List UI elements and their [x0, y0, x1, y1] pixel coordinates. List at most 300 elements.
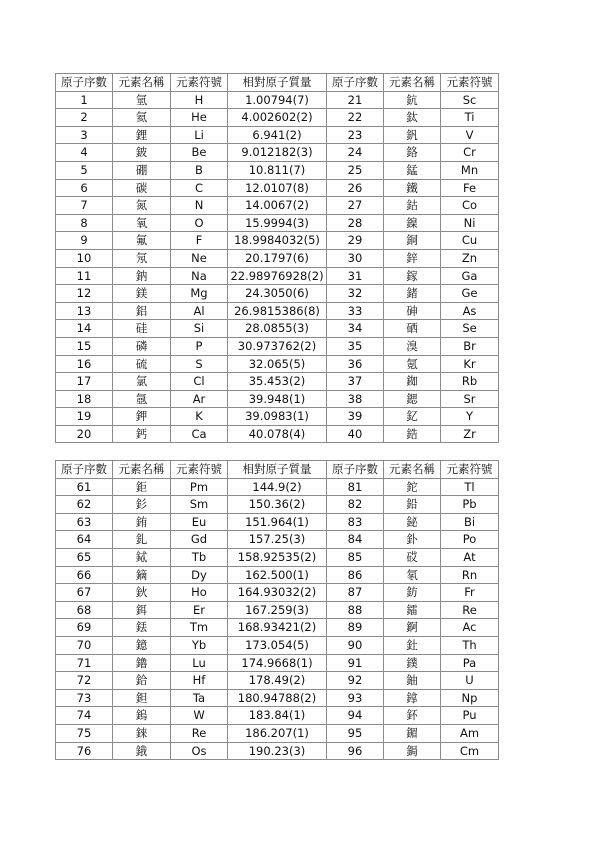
element-symbol-cell: Tm: [171, 619, 228, 637]
element-name-cell: 鈁: [384, 584, 441, 602]
element-name-cell: 鋨: [113, 742, 171, 760]
atomic-number-cell: 32: [327, 285, 384, 303]
element-symbol-cell: Pm: [171, 478, 228, 496]
atomic-number-cell: 18: [56, 390, 113, 408]
element-name-cell: 鐳: [384, 601, 441, 619]
element-symbol-cell: H: [171, 91, 228, 109]
column-header: 相對原子質量: [228, 461, 327, 479]
element-name-cell: 釷: [384, 637, 441, 655]
element-name-cell: 釤: [113, 496, 171, 514]
atomic-mass-cell: 28.0855(3): [228, 320, 327, 338]
atomic-number-cell: 85: [327, 549, 384, 567]
element-symbol-cell: C: [171, 179, 228, 197]
element-symbol-cell: K: [171, 408, 228, 426]
column-header: 原子序數: [56, 461, 113, 479]
atomic-number-cell: 74: [56, 707, 113, 725]
table-row: [56, 320, 499, 338]
atomic-number-cell: 31: [327, 267, 384, 285]
atomic-number-cell: 7: [56, 197, 113, 215]
column-header: 元素名稱: [384, 461, 441, 479]
element-symbol-cell: Th: [441, 637, 499, 655]
element-symbol-cell: Er: [171, 601, 228, 619]
table-row: [56, 390, 499, 408]
atomic-number-cell: 39: [327, 408, 384, 426]
element-name-cell: 鎿: [384, 689, 441, 707]
table-row: [56, 654, 499, 672]
atomic-number-cell: 34: [327, 320, 384, 338]
atomic-number-cell: 76: [56, 742, 113, 760]
element-symbol-cell: Li: [171, 126, 228, 144]
table-row: [56, 126, 499, 144]
atomic-number-cell: 65: [56, 549, 113, 567]
atomic-number-cell: 72: [56, 672, 113, 690]
element-symbol-cell: Ne: [171, 249, 228, 267]
column-header: 元素名稱: [113, 461, 171, 479]
atomic-number-cell: 10: [56, 249, 113, 267]
table-row: [56, 584, 499, 602]
atomic-number-cell: 88: [327, 601, 384, 619]
table-row: [56, 478, 499, 496]
atomic-mass-cell: 162.500(1): [228, 566, 327, 584]
atomic-mass-cell: 173.054(5): [228, 637, 327, 655]
element-name-cell: 硅: [113, 320, 171, 338]
atomic-number-cell: 6: [56, 179, 113, 197]
element-name-cell: 釙: [384, 531, 441, 549]
element-name-cell: 鎵: [384, 267, 441, 285]
table-row: [56, 267, 499, 285]
atomic-number-cell: 9: [56, 232, 113, 250]
element-name-cell: 鉺: [113, 601, 171, 619]
table-row: [56, 232, 499, 250]
element-symbol-cell: Na: [171, 267, 228, 285]
element-symbol-cell: Ac: [441, 619, 499, 637]
element-name-cell: 氖: [113, 249, 171, 267]
atomic-number-cell: 35: [327, 337, 384, 355]
table-row: [56, 161, 499, 179]
element-symbol-cell: Bi: [441, 513, 499, 531]
column-header: 元素符號: [171, 74, 228, 92]
table-row: [56, 496, 499, 514]
table-header-row: [56, 461, 499, 479]
element-symbol-cell: Kr: [441, 355, 499, 373]
table-row: [56, 373, 499, 391]
element-name-cell: 鋰: [113, 126, 171, 144]
element-symbol-cell: Fe: [441, 179, 499, 197]
element-symbol-cell: Cr: [441, 144, 499, 162]
table-row: [56, 672, 499, 690]
element-symbol-cell: Re: [441, 601, 499, 619]
atomic-number-cell: 30: [327, 249, 384, 267]
column-header: 原子序數: [327, 461, 384, 479]
element-symbol-cell: Ca: [171, 425, 228, 443]
table-row: [56, 214, 499, 232]
element-symbol-cell: As: [441, 302, 499, 320]
element-symbol-cell: B: [171, 161, 228, 179]
atomic-number-cell: 67: [56, 584, 113, 602]
element-symbol-cell: Y: [441, 408, 499, 426]
atomic-mass-cell: 18.9984032(5): [228, 232, 327, 250]
atomic-number-cell: 62: [56, 496, 113, 514]
element-name-cell: 鏷: [384, 654, 441, 672]
atomic-mass-cell: 174.9668(1): [228, 654, 327, 672]
atomic-number-cell: 15: [56, 337, 113, 355]
table-row: [56, 179, 499, 197]
atomic-number-cell: 63: [56, 513, 113, 531]
atomic-mass-cell: 144.9(2): [228, 478, 327, 496]
element-name-cell: 鉿: [113, 672, 171, 690]
atomic-number-cell: 22: [327, 109, 384, 127]
atomic-number-cell: 17: [56, 373, 113, 391]
atomic-mass-cell: 150.36(2): [228, 496, 327, 514]
element-symbol-cell: Yb: [171, 637, 228, 655]
atomic-number-cell: 20: [56, 425, 113, 443]
element-symbol-cell: F: [171, 232, 228, 250]
element-name-cell: 氫: [113, 91, 171, 109]
atomic-number-cell: 91: [327, 654, 384, 672]
element-symbol-cell: Ge: [441, 285, 499, 303]
atomic-mass-cell: 1.00794(7): [228, 91, 327, 109]
atomic-number-cell: 19: [56, 408, 113, 426]
element-symbol-cell: Zn: [441, 249, 499, 267]
atomic-number-cell: 70: [56, 637, 113, 655]
element-symbol-cell: Rb: [441, 373, 499, 391]
atomic-mass-cell: 26.9815386(8): [228, 302, 327, 320]
table-row: [56, 249, 499, 267]
table-row: [56, 425, 499, 443]
atomic-number-cell: 16: [56, 355, 113, 373]
element-name-cell: 銪: [113, 513, 171, 531]
element-table: [55, 73, 499, 760]
spacer-cell: [56, 443, 499, 461]
element-name-cell: 鑥: [113, 654, 171, 672]
element-name-cell: 鋯: [384, 425, 441, 443]
element-name-cell: 銣: [384, 373, 441, 391]
element-symbol-cell: V: [441, 126, 499, 144]
atomic-number-cell: 84: [327, 531, 384, 549]
element-symbol-cell: Mn: [441, 161, 499, 179]
element-name-cell: 砷: [384, 302, 441, 320]
element-name-cell: 砹: [384, 549, 441, 567]
atomic-mass-cell: 35.453(2): [228, 373, 327, 391]
element-symbol-cell: Be: [171, 144, 228, 162]
element-name-cell: 鉅: [113, 478, 171, 496]
atomic-mass-cell: 15.9994(3): [228, 214, 327, 232]
element-name-cell: 磷: [113, 337, 171, 355]
element-name-cell: 鈈: [384, 707, 441, 725]
atomic-number-cell: 21: [327, 91, 384, 109]
element-symbol-cell: P: [171, 337, 228, 355]
atomic-number-cell: 83: [327, 513, 384, 531]
table-row: [56, 689, 499, 707]
element-symbol-cell: Ta: [171, 689, 228, 707]
element-symbol-cell: Ti: [441, 109, 499, 127]
element-name-cell: 釓: [113, 531, 171, 549]
atomic-number-cell: 28: [327, 214, 384, 232]
element-symbol-cell: Co: [441, 197, 499, 215]
element-name-cell: 鈦: [384, 109, 441, 127]
element-name-cell: 鉀: [113, 408, 171, 426]
table-row: [56, 513, 499, 531]
element-name-cell: 鉭: [113, 689, 171, 707]
atomic-number-cell: 82: [327, 496, 384, 514]
element-name-cell: 鈧: [384, 91, 441, 109]
atomic-number-cell: 75: [56, 724, 113, 742]
element-name-cell: 錒: [384, 619, 441, 637]
element-name-cell: 鋱: [113, 549, 171, 567]
atomic-mass-cell: 186.207(1): [228, 724, 327, 742]
element-name-cell: 氟: [113, 232, 171, 250]
element-symbol-cell: Cm: [441, 742, 499, 760]
table-row: [56, 302, 499, 320]
atomic-number-cell: 29: [327, 232, 384, 250]
element-name-cell: 氯: [113, 373, 171, 391]
element-symbol-cell: Gd: [171, 531, 228, 549]
element-name-cell: 鎢: [113, 707, 171, 725]
atomic-number-cell: 92: [327, 672, 384, 690]
element-symbol-cell: Os: [171, 742, 228, 760]
atomic-number-cell: 37: [327, 373, 384, 391]
atomic-mass-cell: 164.93032(2): [228, 584, 327, 602]
element-symbol-cell: Hf: [171, 672, 228, 690]
table-row: [56, 637, 499, 655]
element-name-cell: 鋅: [384, 249, 441, 267]
element-name-cell: 鎳: [384, 214, 441, 232]
element-name-cell: 鈥: [113, 584, 171, 602]
table-row: [56, 408, 499, 426]
element-symbol-cell: Sr: [441, 390, 499, 408]
atomic-number-cell: 24: [327, 144, 384, 162]
element-symbol-cell: Po: [441, 531, 499, 549]
element-name-cell: 鎇: [384, 724, 441, 742]
element-name-cell: 鉻: [384, 144, 441, 162]
element-symbol-cell: Si: [171, 320, 228, 338]
element-name-cell: 氦: [113, 109, 171, 127]
element-symbol-cell: Pa: [441, 654, 499, 672]
atomic-number-cell: 95: [327, 724, 384, 742]
atomic-mass-cell: 168.93421(2): [228, 619, 327, 637]
atomic-mass-cell: 10.811(7): [228, 161, 327, 179]
atomic-number-cell: 87: [327, 584, 384, 602]
table-row: [56, 144, 499, 162]
atomic-number-cell: 89: [327, 619, 384, 637]
table-header-row: [56, 74, 499, 92]
element-name-cell: 鎂: [113, 285, 171, 303]
atomic-number-cell: 8: [56, 214, 113, 232]
element-symbol-cell: Br: [441, 337, 499, 355]
element-name-cell: 錳: [384, 161, 441, 179]
atomic-number-cell: 71: [56, 654, 113, 672]
element-name-cell: 錸: [113, 724, 171, 742]
element-symbol-cell: S: [171, 355, 228, 373]
table-row: [56, 619, 499, 637]
element-symbol-cell: U: [441, 672, 499, 690]
element-name-cell: 硫: [113, 355, 171, 373]
element-name-cell: 氧: [113, 214, 171, 232]
atomic-number-cell: 26: [327, 179, 384, 197]
element-symbol-cell: W: [171, 707, 228, 725]
atomic-mass-cell: 4.002602(2): [228, 109, 327, 127]
element-name-cell: 鈷: [384, 197, 441, 215]
table-row: [56, 724, 499, 742]
element-symbol-cell: Al: [171, 302, 228, 320]
spacer-row: [56, 443, 499, 461]
atomic-number-cell: 68: [56, 601, 113, 619]
atomic-mass-cell: 32.065(5): [228, 355, 327, 373]
atomic-number-cell: 90: [327, 637, 384, 655]
atomic-number-cell: 69: [56, 619, 113, 637]
atomic-number-cell: 36: [327, 355, 384, 373]
element-symbol-cell: At: [441, 549, 499, 567]
atomic-mass-cell: 190.23(3): [228, 742, 327, 760]
element-symbol-cell: Cl: [171, 373, 228, 391]
element-name-cell: 鈉: [113, 267, 171, 285]
element-name-cell: 鉛: [384, 496, 441, 514]
element-symbol-cell: Zr: [441, 425, 499, 443]
atomic-number-cell: 94: [327, 707, 384, 725]
table-row: [56, 601, 499, 619]
element-symbol-cell: Pu: [441, 707, 499, 725]
element-name-cell: 鈾: [384, 672, 441, 690]
atomic-mass-cell: 6.941(2): [228, 126, 327, 144]
element-name-cell: 碳: [113, 179, 171, 197]
column-header: 元素符號: [441, 74, 499, 92]
element-symbol-cell: Am: [441, 724, 499, 742]
atomic-number-cell: 2: [56, 109, 113, 127]
element-name-cell: 鋁: [113, 302, 171, 320]
table-row: [56, 109, 499, 127]
element-symbol-cell: N: [171, 197, 228, 215]
element-name-cell: 氮: [113, 197, 171, 215]
table-row: [56, 337, 499, 355]
column-header: 相對原子質量: [228, 74, 327, 92]
element-symbol-cell: Se: [441, 320, 499, 338]
element-table-sheet: [55, 73, 498, 760]
atomic-number-cell: 25: [327, 161, 384, 179]
table-row: [56, 566, 499, 584]
element-name-cell: 溴: [384, 337, 441, 355]
element-name-cell: 鍶: [384, 390, 441, 408]
column-header: 原子序數: [327, 74, 384, 92]
atomic-number-cell: 4: [56, 144, 113, 162]
element-symbol-cell: Rn: [441, 566, 499, 584]
atomic-number-cell: 61: [56, 478, 113, 496]
table-row: [56, 355, 499, 373]
element-name-cell: 硼: [113, 161, 171, 179]
element-name-cell: 鍺: [384, 285, 441, 303]
table-row: [56, 197, 499, 215]
atomic-number-cell: 14: [56, 320, 113, 338]
atomic-number-cell: 66: [56, 566, 113, 584]
element-name-cell: 硒: [384, 320, 441, 338]
element-symbol-cell: Cu: [441, 232, 499, 250]
column-header: 元素名稱: [113, 74, 171, 92]
column-header: 元素符號: [171, 461, 228, 479]
column-header: 元素符號: [441, 461, 499, 479]
atomic-number-cell: 33: [327, 302, 384, 320]
atomic-mass-cell: 151.964(1): [228, 513, 327, 531]
atomic-number-cell: 1: [56, 91, 113, 109]
atomic-mass-cell: 30.973762(2): [228, 337, 327, 355]
element-symbol-cell: Tl: [441, 478, 499, 496]
atomic-mass-cell: 22.98976928(2): [228, 267, 327, 285]
element-symbol-cell: Fr: [441, 584, 499, 602]
atomic-number-cell: 12: [56, 285, 113, 303]
atomic-mass-cell: 20.1797(6): [228, 249, 327, 267]
atomic-mass-cell: 167.259(3): [228, 601, 327, 619]
atomic-mass-cell: 40.078(4): [228, 425, 327, 443]
atomic-mass-cell: 183.84(1): [228, 707, 327, 725]
atomic-mass-cell: 180.94788(2): [228, 689, 327, 707]
atomic-number-cell: 40: [327, 425, 384, 443]
atomic-number-cell: 73: [56, 689, 113, 707]
table-row: [56, 707, 499, 725]
element-symbol-cell: Sc: [441, 91, 499, 109]
element-symbol-cell: Ho: [171, 584, 228, 602]
atomic-number-cell: 3: [56, 126, 113, 144]
atomic-mass-cell: 39.948(1): [228, 390, 327, 408]
atomic-mass-cell: 158.92535(2): [228, 549, 327, 567]
atomic-number-cell: 93: [327, 689, 384, 707]
element-name-cell: 銩: [113, 619, 171, 637]
atomic-number-cell: 86: [327, 566, 384, 584]
element-symbol-cell: Eu: [171, 513, 228, 531]
element-symbol-cell: Ar: [171, 390, 228, 408]
table-row: [56, 742, 499, 760]
atomic-number-cell: 81: [327, 478, 384, 496]
element-name-cell: 鐿: [113, 637, 171, 655]
table-row: [56, 91, 499, 109]
atomic-number-cell: 11: [56, 267, 113, 285]
atomic-number-cell: 23: [327, 126, 384, 144]
element-symbol-cell: Np: [441, 689, 499, 707]
atomic-number-cell: 5: [56, 161, 113, 179]
element-symbol-cell: He: [171, 109, 228, 127]
element-name-cell: 氬: [113, 390, 171, 408]
atomic-mass-cell: 9.012182(3): [228, 144, 327, 162]
table-row: [56, 285, 499, 303]
element-name-cell: 鐵: [384, 179, 441, 197]
element-name-cell: 銅: [384, 232, 441, 250]
element-symbol-cell: Ga: [441, 267, 499, 285]
column-header: 元素名稱: [384, 74, 441, 92]
element-name-cell: 氪: [384, 355, 441, 373]
element-name-cell: 鈹: [113, 144, 171, 162]
atomic-number-cell: 38: [327, 390, 384, 408]
atomic-number-cell: 96: [327, 742, 384, 760]
atomic-mass-cell: 178.49(2): [228, 672, 327, 690]
element-symbol-cell: Re: [171, 724, 228, 742]
element-name-cell: 鏑: [113, 566, 171, 584]
atomic-number-cell: 64: [56, 531, 113, 549]
element-name-cell: 氡: [384, 566, 441, 584]
element-symbol-cell: Mg: [171, 285, 228, 303]
atomic-mass-cell: 39.0983(1): [228, 408, 327, 426]
element-symbol-cell: Tb: [171, 549, 228, 567]
atomic-mass-cell: 157.25(3): [228, 531, 327, 549]
atomic-mass-cell: 24.3050(6): [228, 285, 327, 303]
atomic-number-cell: 13: [56, 302, 113, 320]
atomic-mass-cell: 12.0107(8): [228, 179, 327, 197]
table-row: [56, 531, 499, 549]
element-symbol-cell: Sm: [171, 496, 228, 514]
element-symbol-cell: Ni: [441, 214, 499, 232]
element-name-cell: 鈣: [113, 425, 171, 443]
element-name-cell: 鉍: [384, 513, 441, 531]
element-name-cell: 鉈: [384, 478, 441, 496]
table-row: [56, 549, 499, 567]
element-symbol-cell: Pb: [441, 496, 499, 514]
element-symbol-cell: Lu: [171, 654, 228, 672]
